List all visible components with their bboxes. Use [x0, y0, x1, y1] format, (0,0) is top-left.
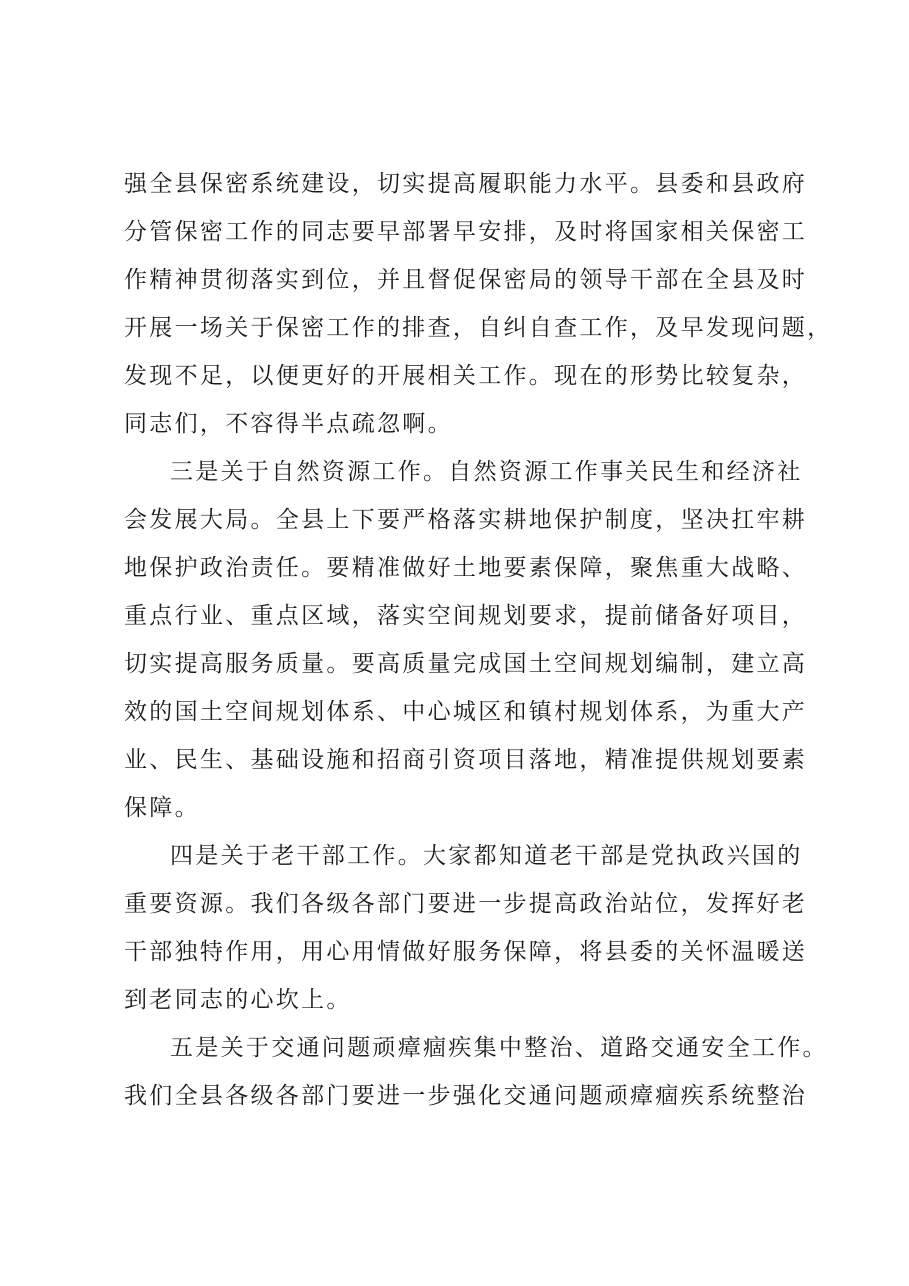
text-line: 保障。 — [124, 795, 200, 821]
text-line: 到老同志的心坎上。 — [124, 987, 352, 1013]
text-line: 强全县保密系统建设，切实提高履职能力水平。县委和县政府 — [124, 171, 808, 197]
text-line: 切实提高服务质量。要高质量完成国土空间规划编制，建立高 — [124, 651, 808, 677]
paragraph-first-line: 三是关于自然资源工作。自然资源工作事关民生和经济社 — [170, 459, 803, 485]
text-line: 效的国土空间规划体系、中心城区和镇村规划体系，为重大产 — [124, 699, 808, 725]
text-line: 业、民生、基础设施和招商引资项目落地，精准提供规划要素 — [124, 747, 808, 773]
paragraph-first-line: 四是关于老干部工作。大家都知道老干部是党执政兴国的 — [170, 843, 803, 869]
text-line: 我们全县各级各部门要进一步强化交通问题顽瘴痼疾系统整治 — [124, 1083, 808, 1109]
text-line: 同志们，不容得半点疏忽啊。 — [124, 411, 453, 437]
text-line: 分管保密工作的同志要早部署早安排，及时将国家相关保密工 — [124, 219, 808, 245]
text-line: 会发展大局。全县上下要严格落实耕地保护制度，坚决扛牢耕 — [124, 507, 808, 533]
text-line: 地保护政治责任。要精准做好土地要素保障，聚焦重大战略、 — [124, 555, 808, 581]
text-line: 重点行业、重点区域，落实空间规划要求，提前储备好项目， — [124, 603, 808, 629]
text-line: 干部独特作用，用心用情做好服务保障，将县委的关怀温暖送 — [124, 939, 808, 965]
paragraph-first-line: 五是关于交通问题顽瘴痼疾集中整治、道路交通安全工作。 — [170, 1035, 828, 1061]
text-line: 重要资源。我们各级各部门要进一步提高政治站位，发挥好老 — [124, 891, 808, 917]
text-line: 发现不足，以便更好的开展相关工作。现在的形势比较复杂， — [124, 363, 808, 389]
text-line: 作精神贯彻落实到位，并且督促保密局的领导干部在全县及时 — [124, 267, 808, 293]
text-line: 开展一场关于保密工作的排查，自纠自查工作，及早发现问题， — [124, 315, 833, 341]
